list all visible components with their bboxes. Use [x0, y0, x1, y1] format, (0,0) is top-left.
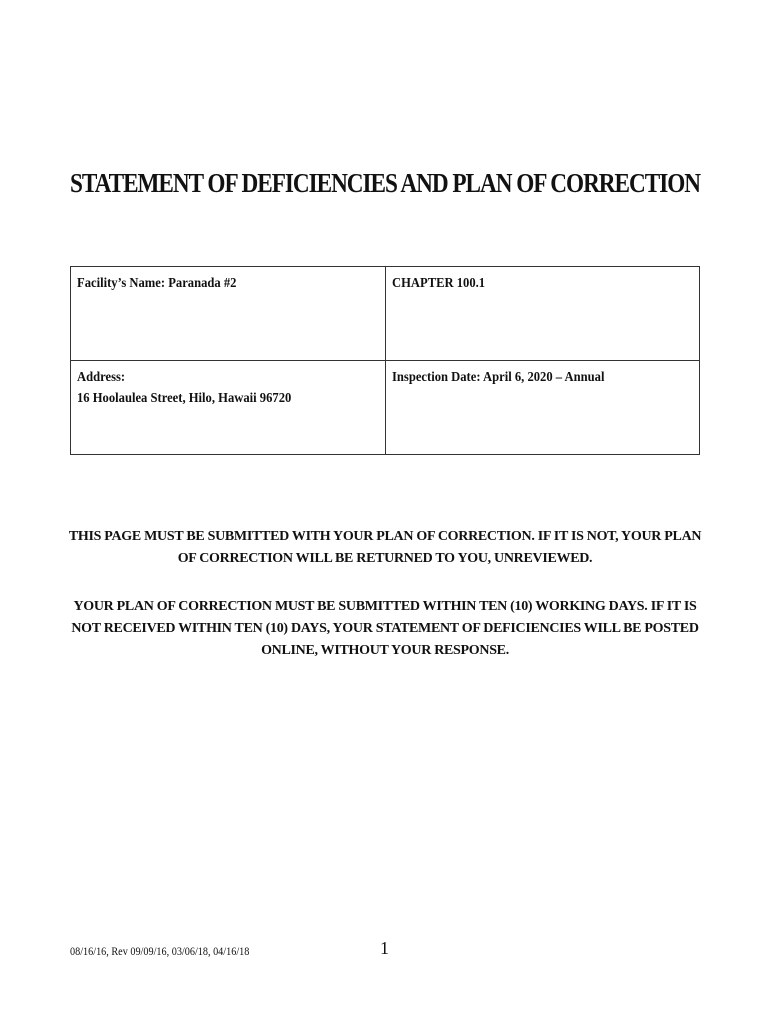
- revision-dates: 08/16/16, Rev 09/09/16, 03/06/18, 04/16/18: [70, 944, 250, 958]
- inspection-date-cell: [386, 361, 700, 455]
- page-title: STATEMENT OF DEFICIENCIES AND PLAN OF CORRECTION: [70, 168, 700, 198]
- table-row: [71, 267, 700, 361]
- inspection-date: Inspection Date: April 6, 2020 – Annual: [392, 370, 605, 385]
- page-number: 1: [380, 938, 389, 958]
- address-label: Address:: [77, 370, 126, 385]
- facility-name: Facility’s Name: Paranada #2: [77, 276, 237, 291]
- submission-notice: THIS PAGE MUST BE SUBMITTED WITH YOUR PLAN OF CORRECTION. IF IT IS NOT, YOUR PLAN OF CORRECTION WILL BE RETURNED TO YOU, UNREVIEWED.: [68, 529, 702, 566]
- address-cell: [71, 361, 386, 455]
- chapter-cell: [386, 267, 700, 361]
- table-row: [71, 361, 700, 455]
- deadline-notice: YOUR PLAN OF CORRECTION MUST BE SUBMITTED WITHIN TEN (10) WORKING DAYS. IF IT IS NOT RECEIVED WITHIN TEN (10) DAYS, YOUR STATEMENT OF DEFICIENCIES WILL BE POSTED ONLINE, WITHOUT YOUR RESPONSE.: [71, 599, 699, 658]
- facility-info-table: [70, 266, 700, 455]
- facility-name-cell: [71, 267, 386, 361]
- address-value: 16 Hoolaulea Street, Hilo, Hawaii 96720: [77, 391, 292, 406]
- chapter-label: CHAPTER 100.1: [392, 276, 486, 291]
